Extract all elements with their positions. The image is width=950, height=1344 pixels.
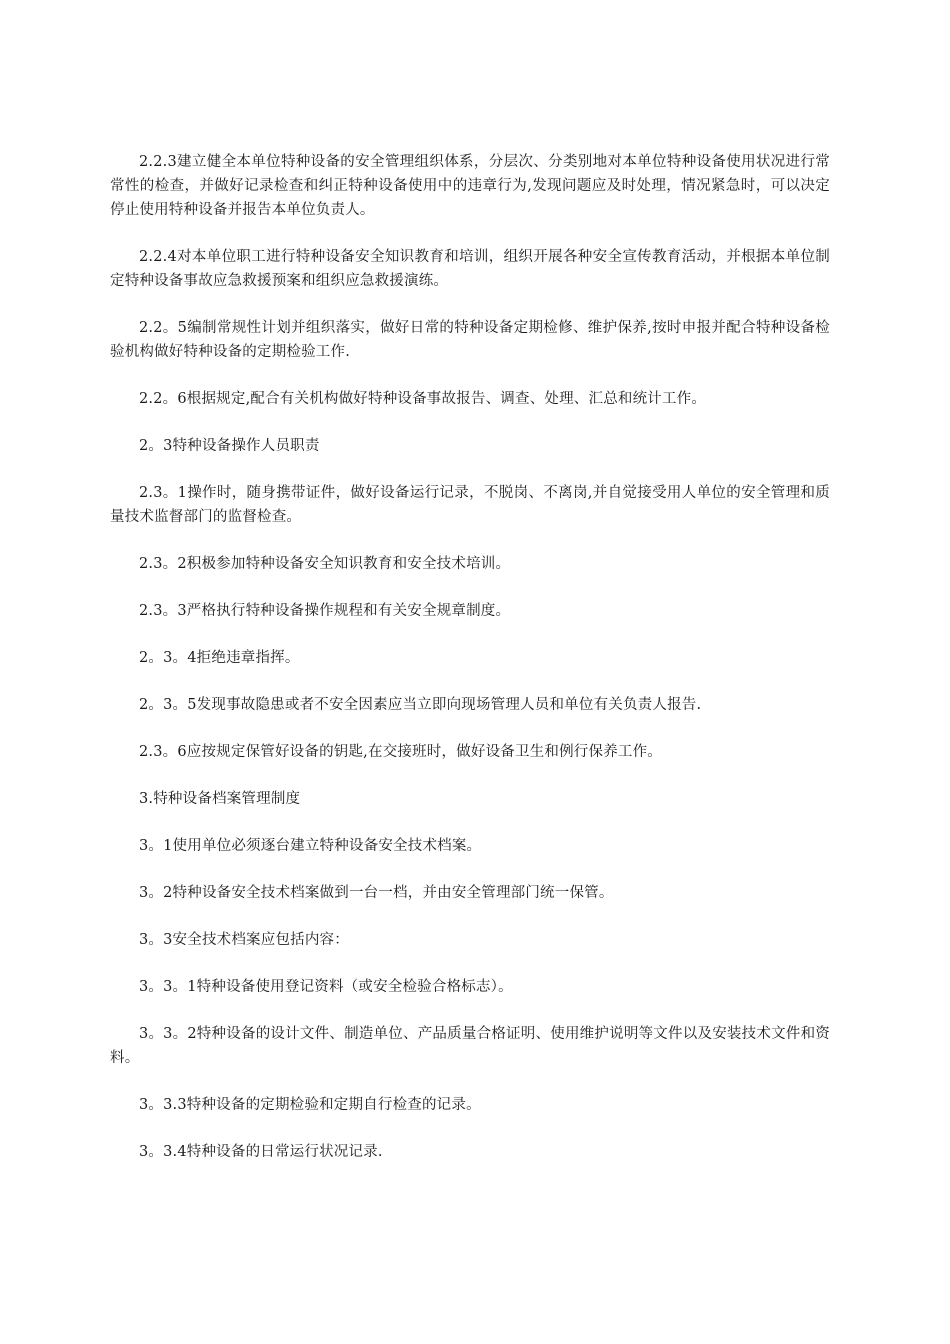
- paragraph-2-2-5: 2.2。5编制常规性计划并组织落实，做好日常的特种设备定期检修、维护保养,按时申报并配合特种设备检验机构做好特种设备的定期检验工作.: [110, 320, 830, 360]
- paragraph-2-2-6: 2.2。6根据规定,配合有关机构做好特种设备事故报告、调查、处理、汇总和统计工作。: [139, 391, 707, 407]
- paragraph-3-3-3: 3。3.3特种设备的定期检验和定期自行检查的记录。: [139, 1097, 481, 1113]
- paragraph-2-3-3: 2.3。3严格执行特种设备操作规程和有关安全规章制度。: [139, 603, 511, 619]
- section-heading-2-3: 2。3特种设备操作人员职责: [139, 438, 320, 454]
- paragraph-3-3-2: 3。3。2特种设备的设计文件、制造单位、产品质量合格证明、使用维护说明等文件以及安装技术文件和资料。: [110, 1026, 830, 1066]
- paragraph-3-1: 3。1使用单位必须逐台建立特种设备安全技术档案。: [139, 838, 482, 854]
- section-heading-3: 3.特种设备档案管理制度: [139, 791, 301, 807]
- paragraph-2-3-1: 2.3。1操作时，随身携带证件，做好设备运行记录，不脱岗、不离岗,并自觉接受用人单位的安全管理和质量技术监督部门的监督检查。: [110, 485, 830, 525]
- paragraph-3-3-1: 3。3。1特种设备使用登记资料（或安全检验合格标志）。: [139, 979, 513, 995]
- paragraph-3-3: 3。3安全技术档案应包括内容：: [139, 932, 349, 948]
- paragraph-2-3-5: 2。3。5发现事故隐患或者不安全因素应当立即向现场管理人员和单位有关负责人报告.: [139, 697, 702, 713]
- paragraph-2-3-4: 2。3。4拒绝违章指挥。: [139, 650, 300, 666]
- document-page: [110, 150, 830, 1187]
- paragraph-2-3-2: 2.3。2积极参加特种设备安全知识教育和安全技术培训。: [139, 556, 511, 572]
- paragraph-3-2: 3。2特种设备安全技术档案做到一台一档，并由安全管理部门统一保管。: [139, 885, 614, 901]
- paragraph-3-3-4: 3。3.4特种设备的日常运行状况记录.: [139, 1144, 383, 1160]
- paragraph-2-2-4: 2.2.4对本单位职工进行特种设备安全知识教育和培训，组织开展各种安全宣传教育活动，并根据本单位制定特种设备事故应急救援预案和组织应急救援演练。: [110, 249, 830, 289]
- paragraph-2-3-6: 2.3。6应按规定保管好设备的钥匙,在交接班时，做好设备卫生和例行保养工作。: [139, 744, 662, 760]
- paragraph-2-2-3: 2.2.3建立健全本单位特种设备的安全管理组织体系，分层次、分类别地对本单位特种设备使用状况进行常常性的检查，并做好记录检查和纠正特种设备使用中的违章行为,发现问题应及时处理，情况紧急时，可以决定停止使用特种设备并报告本单位负责人。: [110, 154, 830, 218]
